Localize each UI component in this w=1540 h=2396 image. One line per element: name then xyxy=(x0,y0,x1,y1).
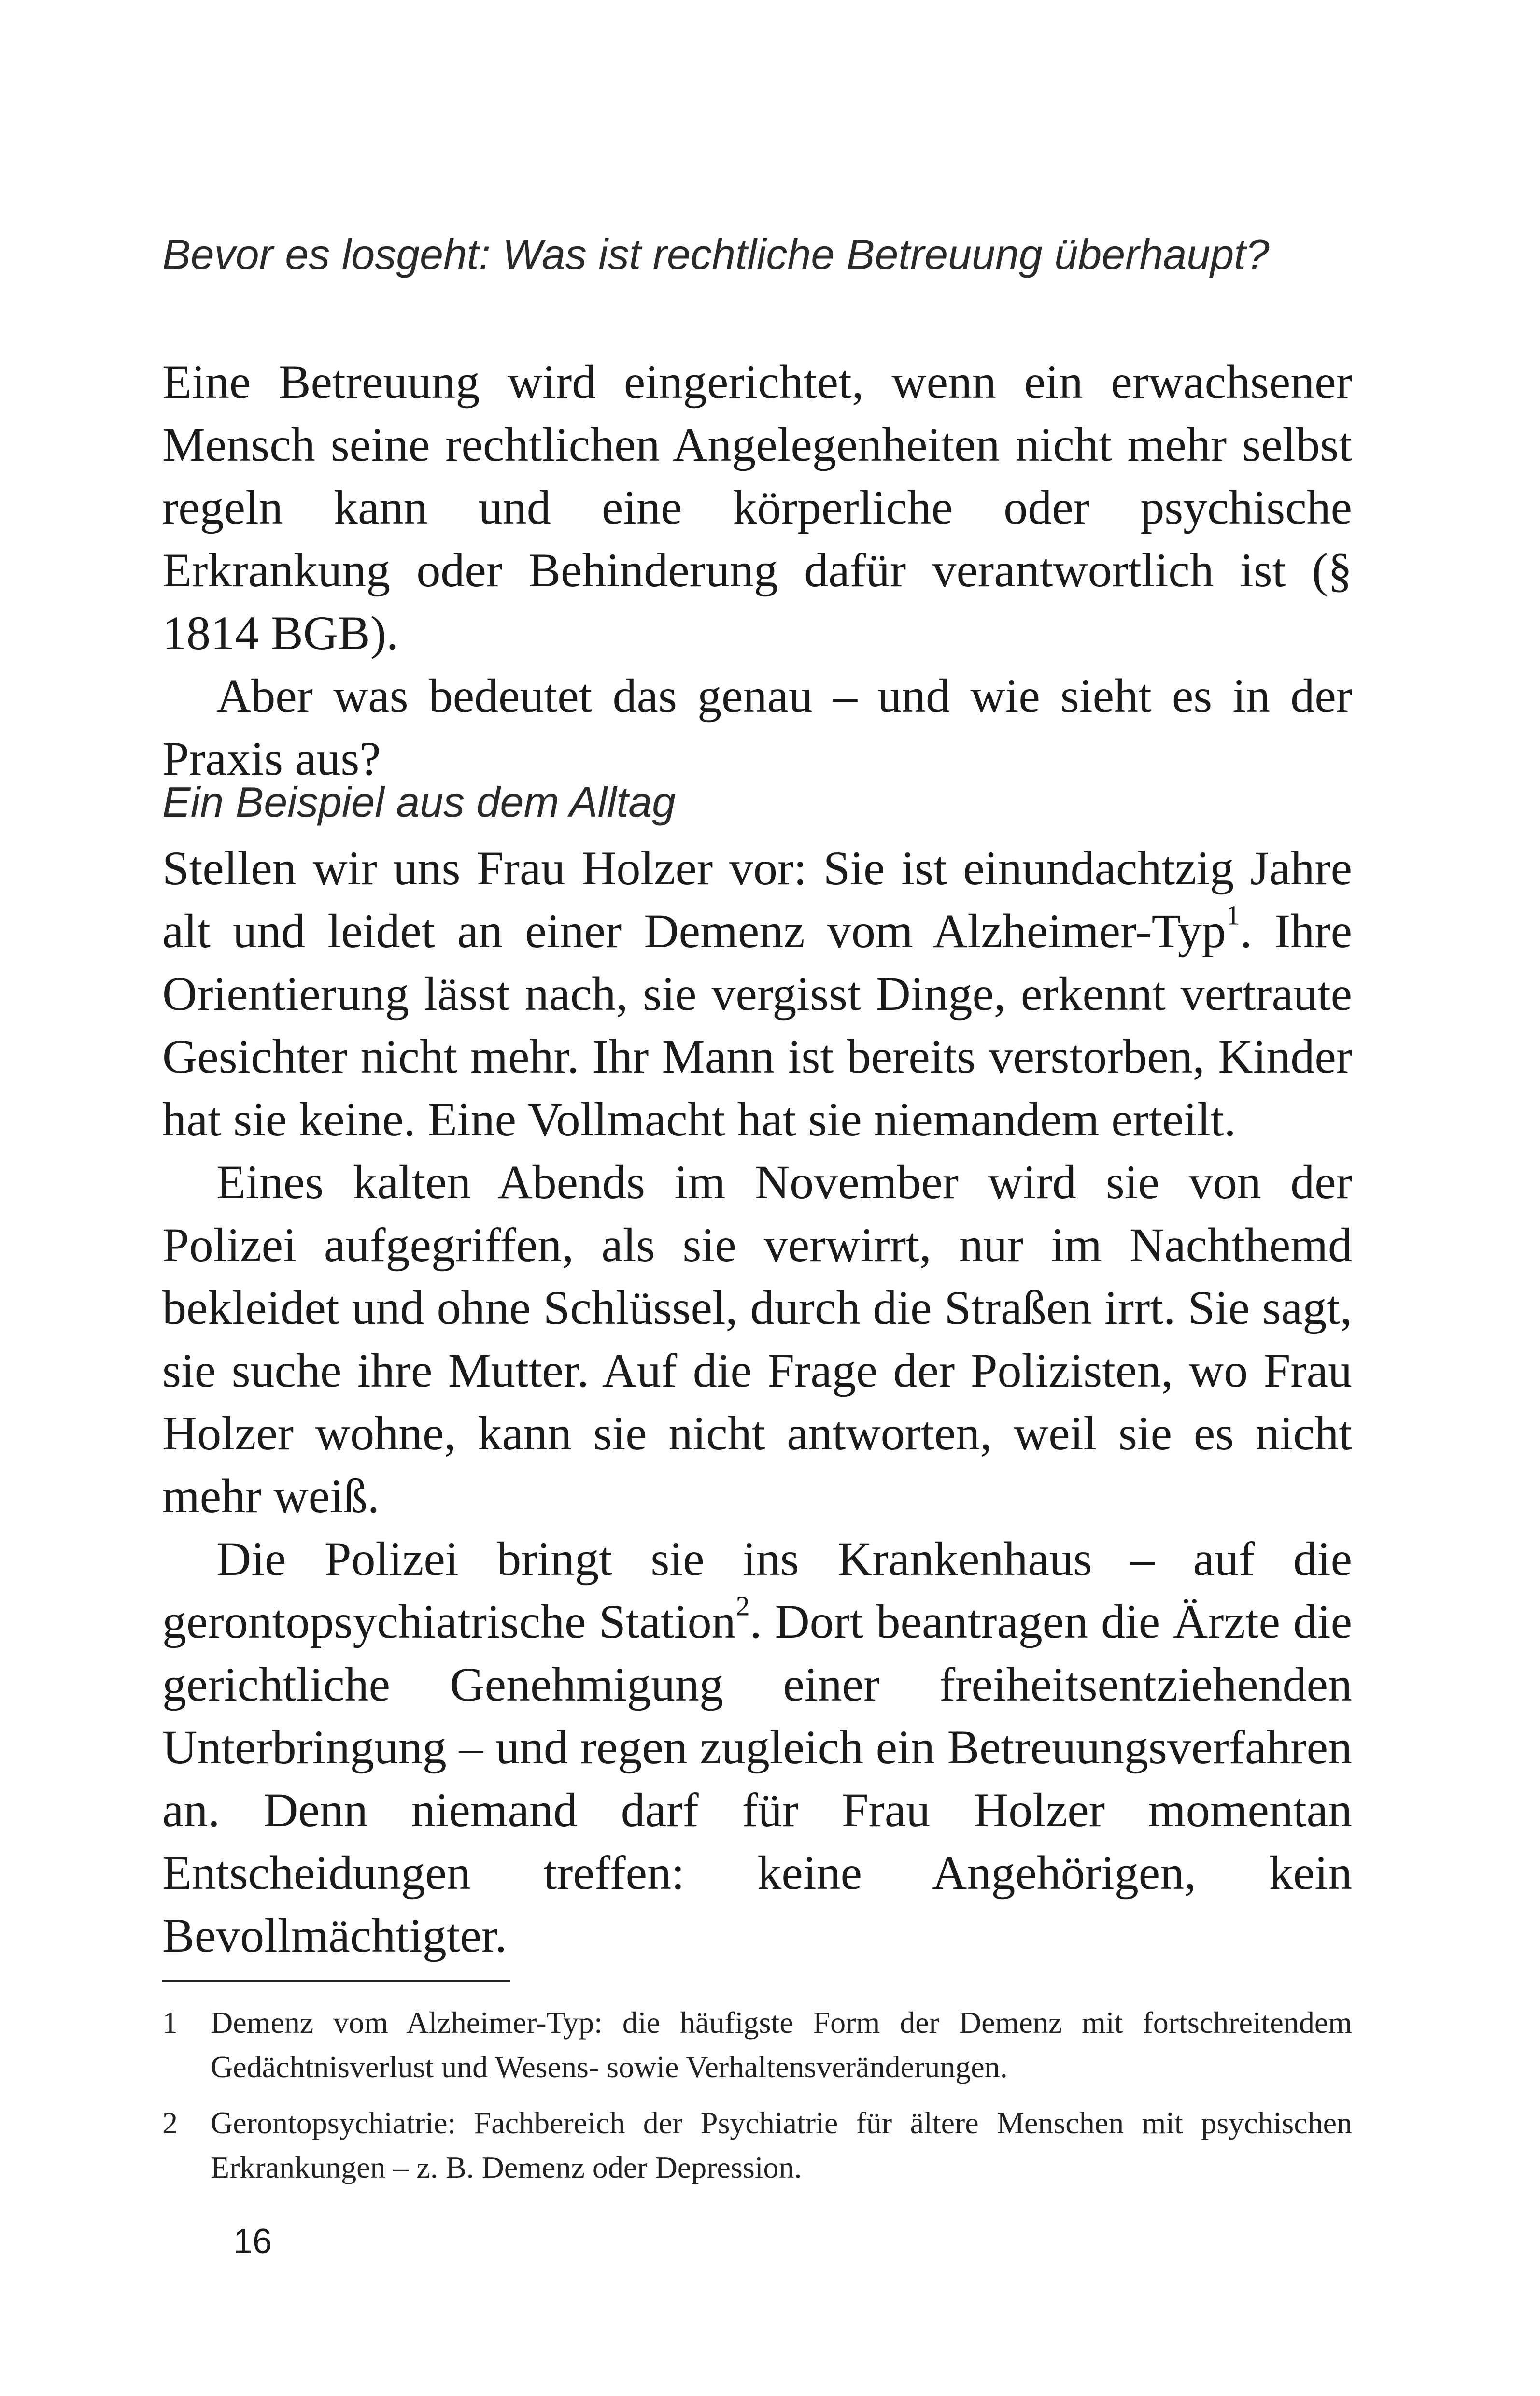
intro-paragraph: Eine Betreuung wird eingerichtet, wenn ein erwachsener Mensch seine rechtlichen Angelegenheiten nicht mehr selbst regeln kann und eine körperliche oder psychische Erkrankung oder Behinderung dafür verantwortlich ist (§ 1814 BGB). xyxy=(162,355,1352,660)
footnote xyxy=(162,2101,1352,2190)
footnote-reference[interactable]: 1 xyxy=(1226,899,1240,931)
paragraph-text: Stellen wir uns Frau Holzer vor: Sie ist einundachtzig Jahre alt und leidet an einer Demenz vom Alzheimer-Typ xyxy=(162,841,1352,958)
page-number: 16 xyxy=(233,2222,272,2261)
footnote-text: Gerontopsychiatrie: Fachbereich der Psychiatrie für ältere Menschen mit psychischen Erkrankungen – z. B. Demenz oder Depression. xyxy=(211,2106,1352,2184)
section-heading-example: Ein Beispiel aus dem Alltag xyxy=(162,778,676,826)
paragraph-text: . Dort beantragen die Ärzte die gerichtliche Genehmigung einer freiheitsentziehenden Unterbringung – und regen zugleich ein Betreuungsverfahren an. Denn niemand darf für Frau Holzer momentan Entscheidungen treffen: keine Angehörigen, kein Bevollmächtigter. xyxy=(162,1595,1352,1962)
section-heading-intro: Bevor es losgeht: Was ist rechtliche Betreuung überhaupt? xyxy=(162,230,1270,278)
example-paragraph xyxy=(162,837,1352,1151)
paragraph-text: Die Polizei bringt sie ins Krankenhaus – auf die gerontopsychiatrische Station xyxy=(162,1532,1352,1648)
footnote-number: 1 xyxy=(162,2005,178,2040)
example-paragraph: Eines kalten Abends im November wird sie von der Polizei aufgegriffen, als sie verwirrt, nur im Nachthemd bekleidet und ohne Schlüssel, durch die Straßen irrt. Sie sagt, sie suche ihre Mutter. Auf die Frage der Polizisten, wo Frau Holzer wohne, kann sie nicht antworten, weil sie es nicht mehr weiß. xyxy=(162,1155,1352,1523)
intro-paragraph: Aber was bedeutet das genau – und wie sieht es in der Praxis aus? xyxy=(162,669,1352,785)
footnotes xyxy=(162,2000,1352,2201)
footnote-text: Demenz vom Alzheimer-Typ: die häufigste Form der Demenz mit fortschreitendem Gedächtnisverlust und Wesens- sowie Verhaltensveränderungen. xyxy=(211,2005,1352,2084)
footnote-number: 2 xyxy=(162,2106,178,2140)
example-section xyxy=(162,837,1352,1967)
paragraph-text: . Ihre Orientierung lässt nach, sie vergisst Dinge, erkennt vertraute Gesichter nicht mehr. Ihr Mann ist bereits verstorben, Kinder hat sie keine. Eine Vollmacht hat sie niemandem erteilt. xyxy=(162,904,1352,1146)
intro-section xyxy=(162,351,1352,790)
footnote-divider xyxy=(162,1980,510,1982)
footnote xyxy=(162,2000,1352,2089)
example-paragraph xyxy=(162,1528,1352,1967)
footnote-reference[interactable]: 2 xyxy=(735,1590,750,1622)
